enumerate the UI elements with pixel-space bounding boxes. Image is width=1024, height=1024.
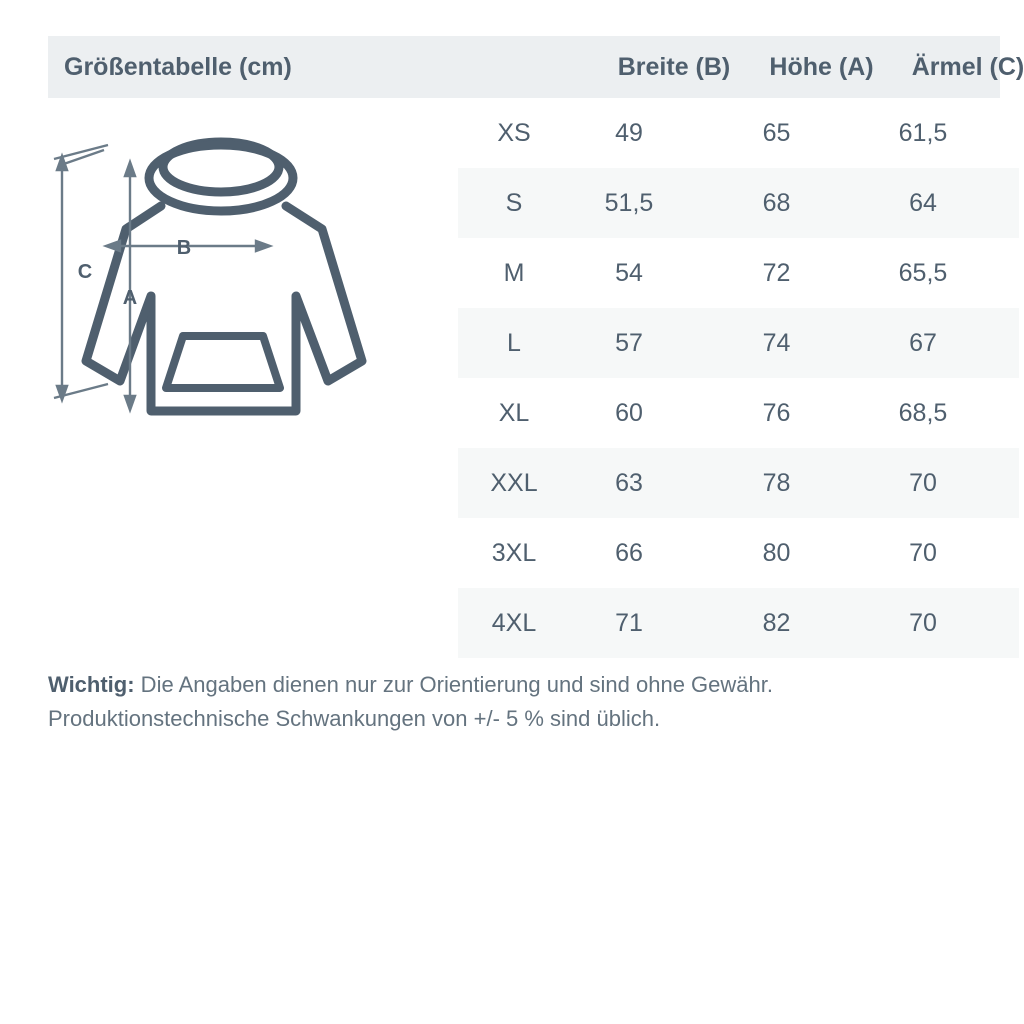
cell-width: 49 <box>615 118 643 147</box>
cell-width: 66 <box>615 538 643 567</box>
cell-sleeve: 64 <box>909 188 937 217</box>
cell-size: S <box>505 188 523 217</box>
label-c: C <box>77 261 93 283</box>
cell-height: 68 <box>762 188 791 217</box>
cell-sleeve: 70 <box>909 608 937 637</box>
cell-sleeve: 68,5 <box>898 398 948 427</box>
disclaimer-text: Die Angaben dienen nur zur Orientierung und sind ohne Gewähr. Produktionstechnische Schwankungen von +/- 5 % sind üblich. <box>48 672 773 731</box>
cell-sleeve: 65,5 <box>898 258 948 287</box>
cell-height: 74 <box>762 328 791 357</box>
cell-sleeve: 67 <box>909 328 937 357</box>
cell-sleeve: 61,5 <box>898 118 948 147</box>
cell-size: XL <box>498 398 530 427</box>
disclaimer <box>48 668 998 736</box>
cell-sleeve: 70 <box>909 538 937 567</box>
page-title: Größentabelle (cm) <box>64 52 292 81</box>
cell-width: 63 <box>615 468 643 497</box>
cell-width: 60 <box>615 398 643 427</box>
table-row <box>458 378 1019 448</box>
cell-height: 82 <box>762 608 791 637</box>
hoodie-illustration-svg <box>48 126 448 456</box>
table-row <box>458 518 1019 588</box>
cell-height: 72 <box>762 258 791 287</box>
cell-size: L <box>507 328 521 357</box>
cell-size: 4XL <box>491 608 537 637</box>
cell-width: 71 <box>615 608 643 637</box>
cell-size: M <box>503 258 525 287</box>
cell-width: 51,5 <box>604 188 654 217</box>
table-header-row <box>48 36 1024 98</box>
cell-height: 65 <box>762 118 791 147</box>
cell-height: 78 <box>762 468 791 497</box>
cell-height: 76 <box>762 398 791 427</box>
label-a: A <box>122 287 138 309</box>
table-row <box>458 588 1019 658</box>
hoodie-diagram <box>48 98 458 456</box>
table-row <box>458 238 1019 308</box>
table-row <box>458 98 1019 168</box>
cell-height: 80 <box>762 538 791 567</box>
chart-body <box>48 98 1000 658</box>
table-row <box>458 168 1019 238</box>
cell-sleeve: 70 <box>909 468 937 497</box>
cell-width: 57 <box>615 328 643 357</box>
table-row <box>458 448 1019 518</box>
label-b: B <box>176 237 192 259</box>
cell-size: 3XL <box>491 538 537 567</box>
table-row <box>458 308 1019 378</box>
header-col-height: Höhe (A) <box>769 52 874 81</box>
cell-size: XS <box>497 118 531 147</box>
disclaimer-label: Wichtig: <box>48 672 135 697</box>
size-chart <box>48 36 1024 658</box>
size-table <box>458 98 1019 658</box>
header-col-width: Breite (B) <box>617 52 731 81</box>
cell-size: XXL <box>490 468 538 497</box>
cell-width: 54 <box>615 258 643 287</box>
header-col-sleeve: Ärmel (C) <box>911 52 1024 81</box>
